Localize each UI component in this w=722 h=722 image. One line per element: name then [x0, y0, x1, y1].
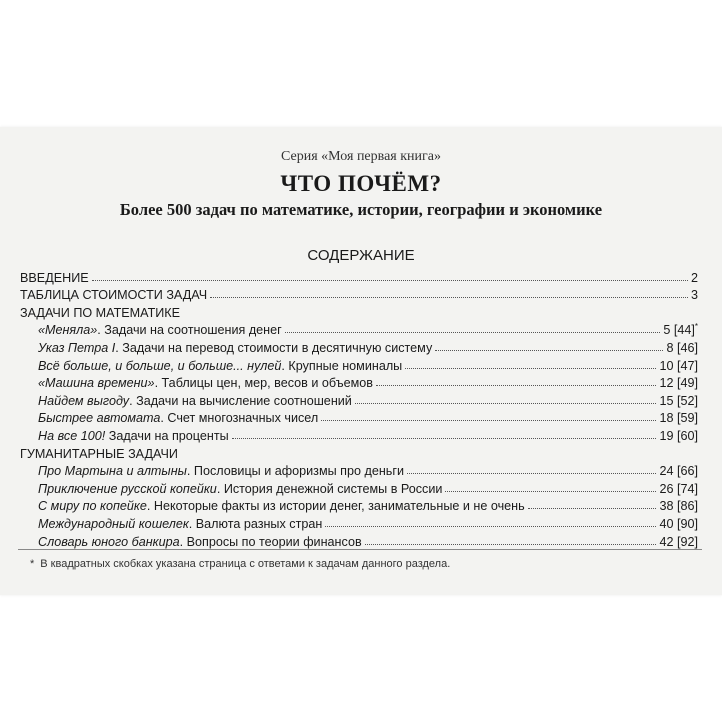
toc-entry-page-number: 24 [66]: [659, 464, 698, 479]
dot-leader: [232, 437, 657, 439]
footnote-divider: [18, 549, 702, 550]
footnote: [30, 558, 450, 570]
toc-entry-title: Быстрее автомата: [38, 411, 161, 426]
toc-entry-label: [38, 394, 352, 408]
toc-section-label: ГУМАНИТАРНЫЕ ЗАДАЧИ: [20, 446, 178, 461]
toc-entry: [20, 320, 698, 338]
toc-entry-page: [659, 499, 698, 513]
footnote-text: В квадратных скобках указана страница с ответами к задачам данного раздела.: [40, 558, 451, 570]
dot-leader: [376, 384, 657, 386]
toc-entry-page: [659, 394, 698, 408]
toc-entry-table: [20, 285, 698, 303]
toc-entry: [20, 408, 698, 426]
dot-leader: [321, 419, 656, 421]
footnote-mark: *: [30, 558, 35, 570]
toc-entry-description: . Задачи на соотношения денег: [97, 323, 282, 338]
toc-entry-description: . Таблицы цен, мер, весов и объемов: [154, 376, 373, 391]
toc-entry-title: Про Мартына и алтыны: [38, 464, 187, 479]
toc-entry: [20, 513, 698, 531]
toc-entry-title: На все 100!: [38, 428, 106, 443]
toc-entry-description: . Валюта разных стран: [188, 516, 323, 531]
toc-entry-title: С миру по копейке: [38, 499, 147, 514]
toc-section-label: ЗАДАЧИ ПО МАТЕМАТИКЕ: [20, 305, 181, 320]
toc-entry-page: [659, 429, 698, 443]
toc-entry-description: . Некоторые факты из истории денег, занимательные и не очень: [146, 499, 525, 514]
toc-entry: [20, 355, 698, 373]
toc-entry-description: . Крупные номиналы: [281, 358, 403, 373]
toc-entry-label: ВВЕДЕНИЕ: [20, 270, 89, 285]
toc-entry-page: 2: [690, 270, 698, 285]
toc-entry-page-number: 12 [49]: [659, 376, 698, 391]
dot-leader: [325, 525, 656, 527]
toc-entry-page: 3: [690, 288, 698, 303]
dot-leader: [355, 402, 657, 404]
toc-entry-label: [38, 341, 432, 355]
toc-entry-page-number: 38 [86]: [659, 499, 698, 514]
toc-entry-title: Указ Петра I: [38, 340, 116, 355]
toc-entry: [20, 373, 698, 391]
toc-entry-description: . Счет многозначных чисел: [160, 411, 319, 426]
toc-entry-page-number: 42 [92]: [659, 534, 698, 549]
toc-entry-page: [659, 464, 698, 478]
dot-leader: [92, 279, 688, 281]
toc-entry: [20, 531, 698, 549]
toc-entry-label: [38, 359, 402, 373]
dot-leader: [210, 296, 688, 298]
toc-entry-page-number: 26 [74]: [659, 481, 698, 496]
toc-entry: [20, 461, 698, 479]
toc-entry: [20, 425, 698, 443]
toc-entry-description: . Вопросы по теории финансов: [179, 534, 362, 549]
toc-entry: [20, 337, 698, 355]
toc-entry-page-number: 40 [90]: [659, 516, 698, 531]
dot-leader: [365, 543, 657, 545]
toc-entry: [20, 496, 698, 514]
toc-entry-page: [659, 376, 698, 390]
toc-entry-page: [659, 482, 698, 496]
toc-entry-label: [38, 429, 229, 443]
toc-entry: [20, 390, 698, 408]
book-subtitle: Более 500 задач по математике, истории, географии и экономике: [119, 200, 603, 219]
toc-entry-label: [38, 464, 404, 478]
toc-entry-label: [38, 482, 442, 496]
toc-entry-page-number: 10 [47]: [659, 358, 698, 373]
toc-entry-description: . Задачи на перевод стоимости в десятичную систему: [115, 340, 433, 355]
book-page: [0, 127, 722, 595]
toc-entry: [20, 478, 698, 496]
toc-entry-description: . Задачи на вычисление соотношений: [129, 393, 352, 408]
toc-entry-page: [659, 517, 698, 531]
toc-heading: СОДЕРЖАНИЕ: [307, 247, 415, 264]
toc-entry-page: [666, 341, 698, 355]
toc-section-math: [20, 302, 698, 320]
toc-entry-page: [659, 535, 698, 549]
math-entries: [20, 320, 698, 443]
toc-entry-page: [659, 359, 698, 373]
toc-entry-title: «Машина времени»: [38, 376, 155, 391]
book-title: ЧТО ПОЧЁМ?: [280, 171, 442, 196]
humanities-entries: [20, 461, 698, 549]
toc-entry-intro: [20, 267, 698, 285]
toc-section-humanities: [20, 443, 698, 461]
table-of-contents: [20, 267, 698, 549]
toc-entry-page-number: 5 [44]: [663, 323, 695, 338]
dot-leader: [405, 367, 656, 369]
dot-leader: [445, 490, 656, 492]
toc-entry-title: Словарь юного банкира: [38, 534, 180, 549]
dot-leader: [435, 349, 663, 351]
toc-entry-title: Всё больше, и больше, и больше... нулей: [38, 358, 282, 373]
toc-entry-description: Задачи на проценты: [105, 428, 229, 443]
toc-entry-page-number: 18 [59]: [659, 411, 698, 426]
footnote-reference: *: [694, 322, 698, 332]
toc-entry-page: [659, 411, 698, 425]
toc-entry-title: «Меняла»: [38, 323, 98, 338]
toc-entry-page-number: 8 [46]: [666, 340, 698, 355]
toc-entry-title: Найдем выгоду: [38, 393, 130, 408]
toc-entry-label: [38, 499, 525, 513]
toc-entry-label: [38, 517, 322, 531]
toc-entry-label: [38, 323, 282, 337]
dot-leader: [528, 507, 657, 509]
toc-entry-title: Приключение русской копейки: [38, 481, 217, 496]
toc-entry-label: ТАБЛИЦА СТОИМОСТИ ЗАДАЧ: [20, 288, 208, 303]
toc-entry-page: [663, 322, 698, 337]
toc-entry-label: [38, 376, 373, 390]
dot-leader: [407, 472, 657, 474]
dot-leader: [285, 331, 661, 333]
toc-entry-label: [38, 535, 362, 549]
toc-entry-title: Международный кошелек: [38, 516, 189, 531]
toc-entry-description: . История денежной системы в России: [216, 481, 443, 496]
toc-entry-description: . Пословицы и афоризмы про деньги: [186, 464, 404, 479]
toc-entry-page-number: 15 [52]: [659, 393, 698, 408]
toc-entry-page-number: 19 [60]: [659, 428, 698, 443]
series-label: Серия «Моя первая книга»: [281, 149, 441, 164]
toc-entry-label: [38, 411, 318, 425]
